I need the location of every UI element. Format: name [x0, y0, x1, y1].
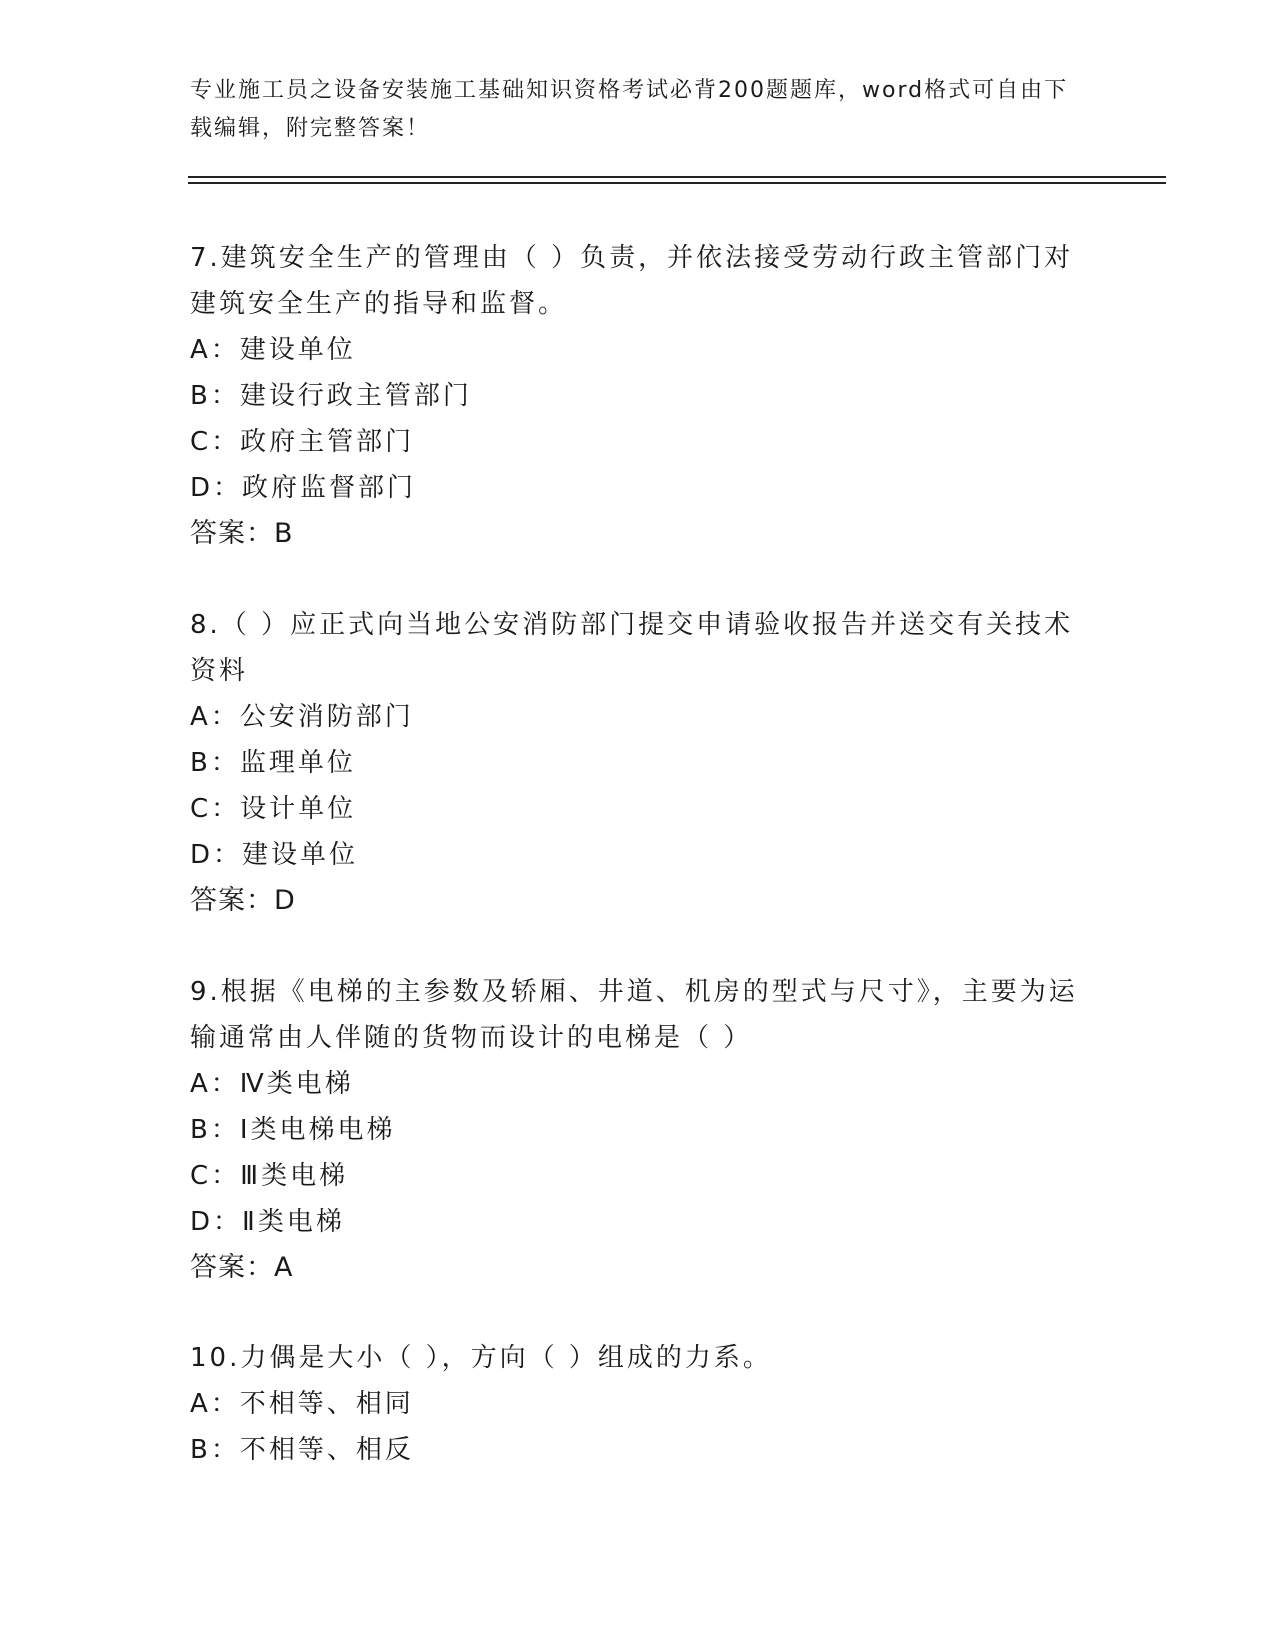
question-10: [190, 1335, 1090, 1473]
option-letter: D：: [190, 1207, 243, 1237]
header-text: 专业施工员之设备安装施工基础知识资格考试必背200题题库，word格式可自由下载编辑，附完整答案！: [190, 78, 1069, 141]
option-text: Ⅱ类电梯: [242, 1207, 345, 1237]
option-text: 建设单位: [242, 840, 359, 870]
option-letter: B：: [190, 1435, 240, 1465]
option-c: [190, 419, 1090, 465]
question-8: [190, 602, 1090, 924]
option-text: 政府监督部门: [242, 473, 417, 503]
option-b: [190, 373, 1090, 419]
option-a: [190, 694, 1090, 740]
option-text: Ⅳ类电梯: [239, 1069, 354, 1099]
option-letter: A：: [190, 1069, 240, 1099]
question-stem: 9.根据《电梯的主参数及轿厢、井道、机房的型式与尺寸》，主要为运输通常由人伴随的货物而设计的电梯是（ ）: [190, 977, 1078, 1053]
option-letter: A：: [190, 702, 240, 732]
header-divider-top: [188, 176, 1166, 178]
option-text: 不相等、相同: [239, 1389, 414, 1419]
option-a: [190, 327, 1090, 373]
option-text: 不相等、相反: [239, 1435, 414, 1465]
option-text: 设计单位: [240, 794, 357, 824]
question-stem: 8.（ ）应正式向当地公安消防部门提交申请验收报告并送交有关技术资料: [190, 610, 1074, 686]
option-letter: A：: [190, 1389, 240, 1419]
question-stem: 10.力偶是大小（ ），方向（ ）组成的力系。: [190, 1343, 772, 1373]
option-b: [190, 740, 1090, 786]
option-letter: D：: [190, 473, 243, 503]
answer-line: 答案：D: [190, 885, 296, 916]
option-text: Ⅰ类电梯电梯: [239, 1115, 396, 1145]
option-text: Ⅲ类电梯: [240, 1161, 349, 1191]
option-letter: B：: [190, 381, 240, 411]
option-letter: B：: [190, 1115, 240, 1145]
option-letter: C：: [190, 427, 241, 457]
option-d: [190, 1199, 1090, 1245]
question-7: [190, 235, 1090, 557]
option-d: [190, 465, 1090, 511]
option-text: 政府主管部门: [240, 427, 415, 457]
option-b: [190, 1107, 1090, 1153]
option-text: 监理单位: [239, 748, 356, 778]
option-a: [190, 1061, 1090, 1107]
answer-line: 答案：A: [190, 1252, 294, 1283]
header-divider-bottom: [188, 182, 1166, 184]
option-text: 建设单位: [239, 335, 356, 365]
option-c: [190, 786, 1090, 832]
question-stem: 7.建筑安全生产的管理由（ ）负责，并依法接受劳动行政主管部门对建筑安全生产的指导和监督。: [190, 243, 1074, 319]
answer-line: 答案：B: [190, 518, 294, 549]
option-letter: D：: [190, 840, 243, 870]
option-text: 建设行政主管部门: [239, 381, 472, 411]
option-letter: C：: [190, 794, 241, 824]
option-text: 公安消防部门: [239, 702, 414, 732]
option-letter: C：: [190, 1161, 241, 1191]
document-header: [190, 72, 1090, 148]
option-c: [190, 1153, 1090, 1199]
option-letter: B：: [190, 748, 240, 778]
question-9: [190, 969, 1090, 1291]
option-b: [190, 1427, 1090, 1473]
option-d: [190, 832, 1090, 878]
option-a: [190, 1381, 1090, 1427]
option-letter: A：: [190, 335, 240, 365]
